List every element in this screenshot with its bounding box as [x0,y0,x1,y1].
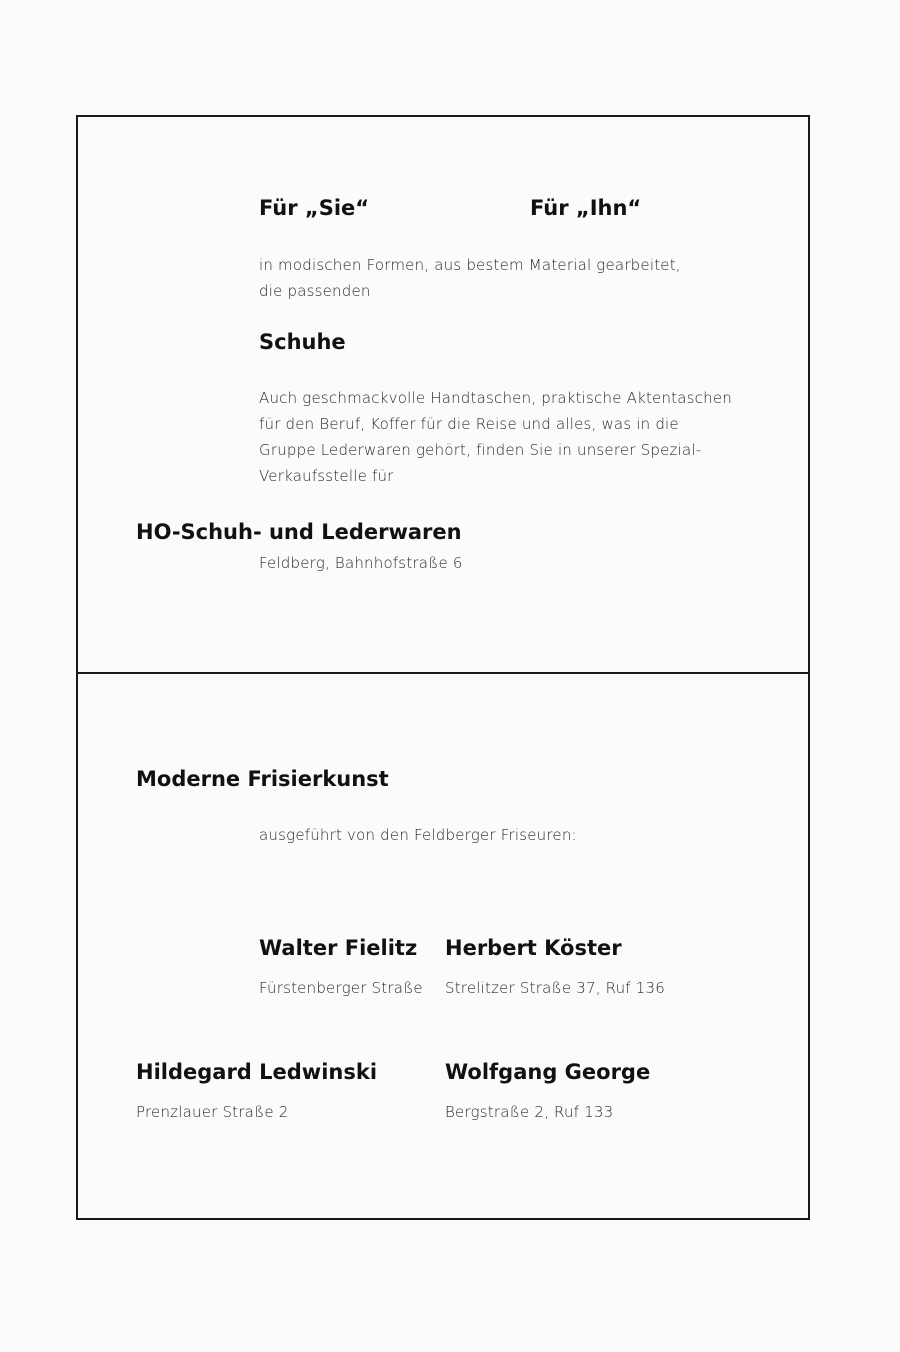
barber-address: Strelitzer Straße 37, Ruf 136 [445,979,665,997]
hairdressing-heading: Moderne Frisierkunst [136,767,389,791]
section-divider [76,672,810,674]
product-heading: Schuhe [259,330,346,354]
barber-address: Fürstenberger Straße [259,979,423,997]
barber-name: Herbert Köster [445,936,622,960]
body-line-4: Verkaufsstelle für [259,467,394,485]
heading-for-him: Für „Ihn“ [530,196,642,220]
body-line-2: für den Beruf, Koffer für die Reise und alles, was in die [259,415,679,433]
intro-line-2: die passenden [259,282,371,300]
barber-name: Wolfgang George [445,1060,651,1084]
heading-for-her: Für „Sie“ [259,196,370,220]
barber-address: Prenzlauer Straße 2 [136,1103,289,1121]
page-frame [76,115,810,1220]
intro-line-1: in modischen Formen, aus bestem Material gearbeitet, [259,256,681,274]
store-name: HO-Schuh- und Lederwaren [136,520,462,544]
hairdressing-subtitle: ausgeführt von den Feldberger Friseuren: [259,826,577,844]
barber-name: Walter Fielitz [259,936,418,960]
store-address: Feldberg, Bahnhofstraße 6 [259,554,463,572]
body-line-1: Auch geschmackvolle Handtaschen, praktische Aktentaschen [259,389,732,407]
body-line-3: Gruppe Lederwaren gehört, finden Sie in unserer Spezial- [259,441,702,459]
barber-address: Bergstraße 2, Ruf 133 [445,1103,614,1121]
barber-name: Hildegard Ledwinski [136,1060,378,1084]
